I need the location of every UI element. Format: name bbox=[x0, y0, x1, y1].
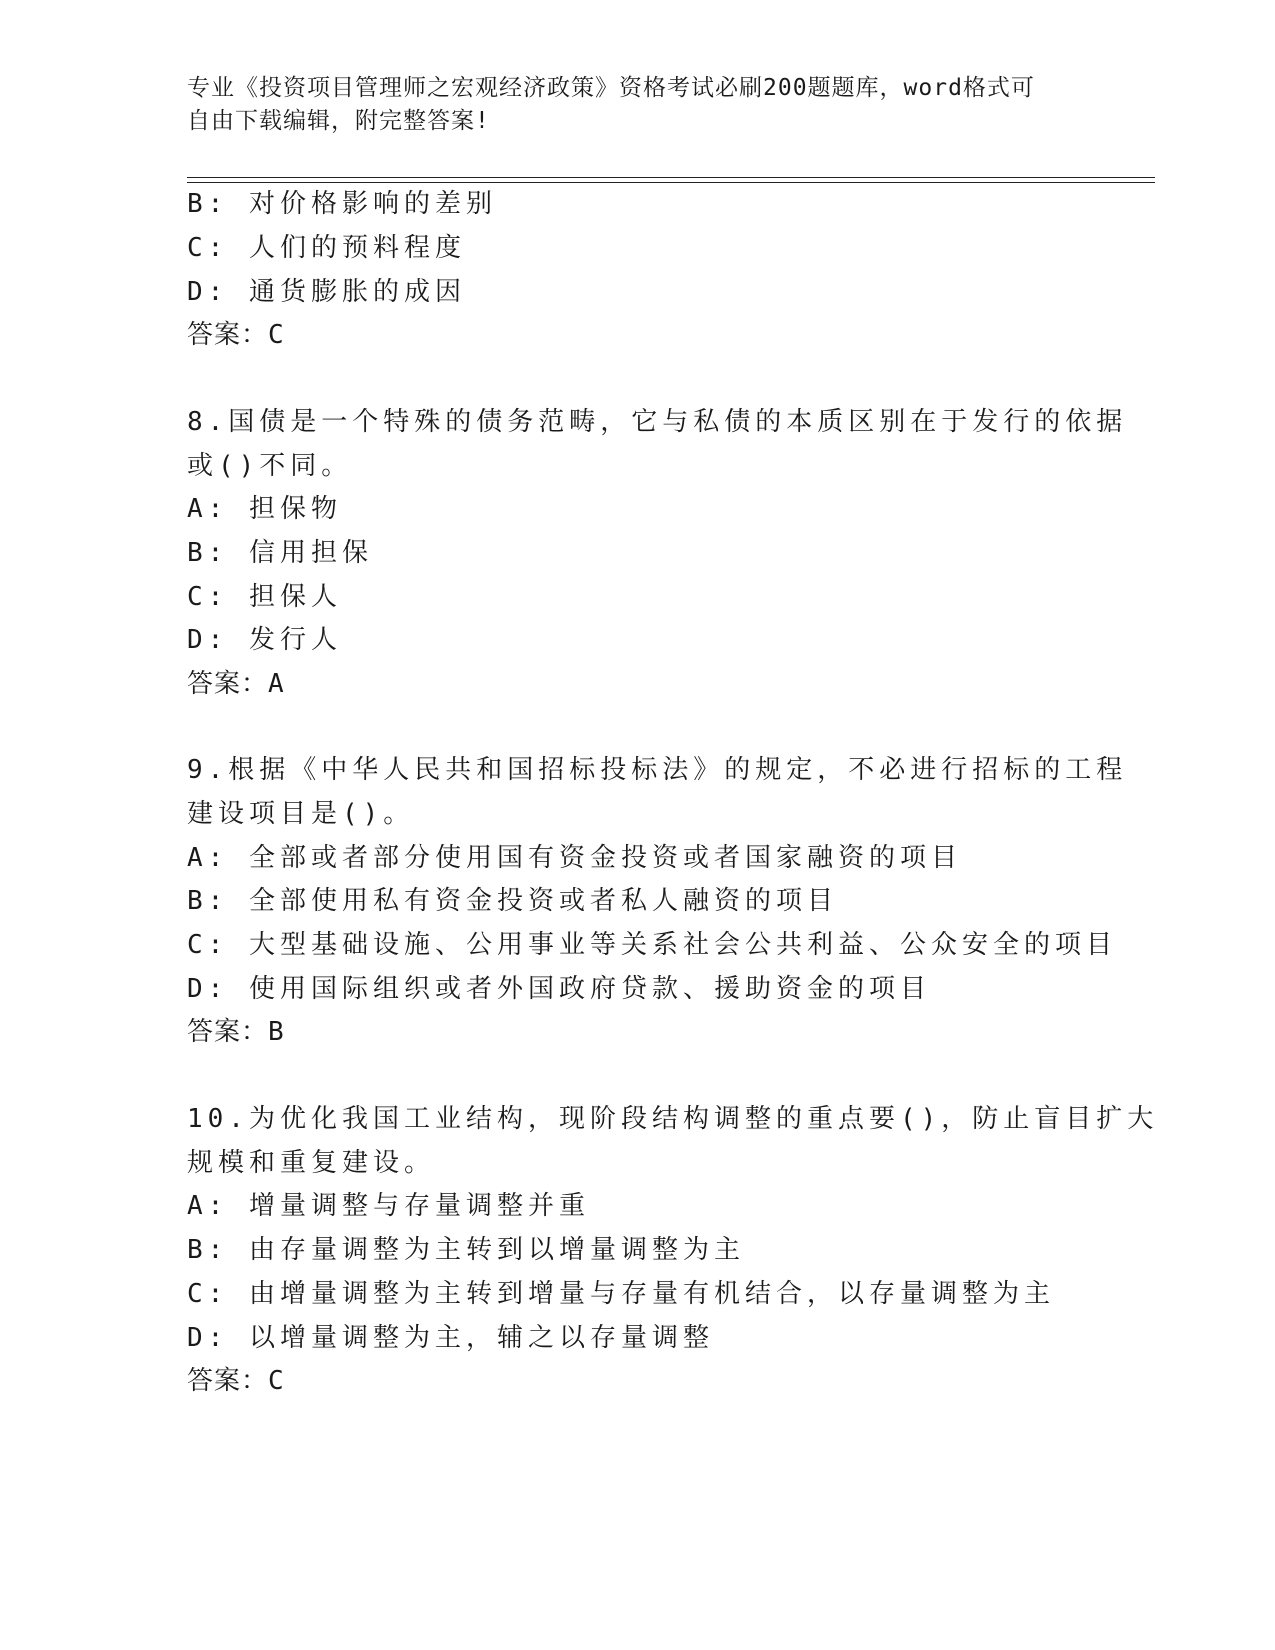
answer-label: 答案： bbox=[187, 1017, 269, 1047]
option-c: C: 人们的预料程度 bbox=[187, 233, 466, 263]
option-d: D: 使用国际组织或者外国政府贷款、援助资金的项目 bbox=[187, 974, 931, 1004]
option-b: B: 对价格影响的差别 bbox=[187, 189, 497, 219]
option-a: A: 增量调整与存量调整并重 bbox=[187, 1191, 590, 1221]
header-divider-top bbox=[187, 177, 1155, 178]
question-stem: 8.国债是一个特殊的债务范畴，它与私债的本质区别在于发行的依据 bbox=[187, 407, 1128, 437]
document-header bbox=[187, 72, 1067, 138]
answer-label: 答案： bbox=[187, 1366, 269, 1396]
question-stem: 9.根据《中华人民共和国招标投标法》的规定，不必进行招标的工程 bbox=[187, 755, 1128, 785]
option-a: A: 担保物 bbox=[187, 494, 342, 524]
question-stem: 10.为优化我国工业结构，现阶段结构调整的重点要()，防止盲目扩大 bbox=[187, 1104, 1159, 1134]
option-d: D: 发行人 bbox=[187, 625, 342, 655]
answer-line bbox=[187, 668, 285, 700]
answer-line bbox=[187, 1365, 285, 1397]
option-d: D: 通货膨胀的成因 bbox=[187, 277, 466, 307]
option-b: B: 由存量调整为主转到以增量调整为主 bbox=[187, 1235, 745, 1265]
answer-line bbox=[187, 1016, 285, 1048]
option-d: D: 以增量调整为主，辅之以存量调整 bbox=[187, 1323, 714, 1353]
option-c: C: 由增量调整为主转到增量与存量有机结合，以存量调整为主 bbox=[187, 1279, 1055, 1309]
question-stem: 建设项目是()。 bbox=[187, 799, 415, 829]
answer-value: C bbox=[268, 320, 285, 350]
option-b: B: 信用担保 bbox=[187, 538, 373, 568]
header-divider-bottom bbox=[187, 182, 1155, 183]
answer-value: C bbox=[268, 1366, 285, 1396]
answer-label: 答案： bbox=[187, 669, 269, 699]
header-line-1: 专业《投资项目管理师之宏观经济政策》资格考试必刷200题题库，word格式可 bbox=[187, 75, 1035, 101]
answer-line bbox=[187, 319, 285, 351]
option-c: C: 担保人 bbox=[187, 582, 342, 612]
option-b: B: 全部使用私有资金投资或者私人融资的项目 bbox=[187, 886, 838, 916]
option-a: A: 全部或者部分使用国有资金投资或者国家融资的项目 bbox=[187, 843, 962, 873]
question-stem: 或()不同。 bbox=[187, 451, 353, 481]
answer-value: A bbox=[268, 669, 285, 699]
header-line-2: 自由下载编辑，附完整答案! bbox=[187, 108, 490, 134]
question-stem: 规模和重复建设。 bbox=[187, 1148, 436, 1178]
option-c: C: 大型基础设施、公用事业等关系社会公共利益、公众安全的项目 bbox=[187, 930, 1117, 960]
answer-value: B bbox=[268, 1017, 285, 1047]
answer-label: 答案： bbox=[187, 320, 269, 350]
